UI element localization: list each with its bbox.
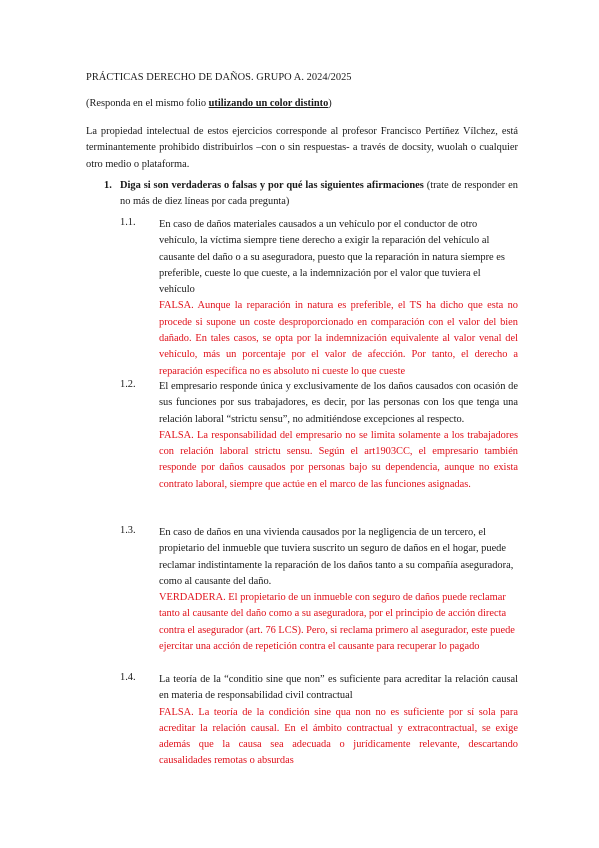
copyright-notice: La propiedad intelectual de estos ejercicios corresponde al profesor Francisco Pertíñez Vílchez, está terminantemente prohibido distribuirlos –con o sin respuestas- a través de docsity, wuolah o cualquier otro medio o plataforma. xyxy=(86,126,518,170)
item-statement: En caso de daños materiales causados a un vehículo por el conductor de otro vehículo, la víctima siempre tiene derecho a exigir la reparación del vehículo al causante del daño o a su aseguradora, puesto que la reparación in natura siempre es preferible, cueste lo que cueste, a la indemnización por el valor que tuviera el vehículo xyxy=(159,219,505,296)
instruction-emphasis: utilizando un color distinto xyxy=(208,98,329,109)
item-number: 1.3. xyxy=(120,525,136,536)
item-answer: FALSA. La teoría de la condición sine qua non no es suficiente por sí sola para acreditar la relación causal. En el ámbito contractual y extracontractual, se exige además que la causa sea adecuada o jurídicamente relevante, descartando causalidades remotas o absurdas xyxy=(159,706,518,767)
item-answer: FALSA. Aunque la reparación in natura es preferible, el TS ha dicho que esta no procede si supone un coste desproporcionado en comparación con el valor del bien dañado. En tales casos, se opta por la indemnización equivalente al valor venal del vehículo, más un porcentaje por el valor de afección. Por tanto, el derecho a reparación específica no es absoluto ni cueste lo que cueste xyxy=(159,300,518,377)
question-heading: Diga si son verdaderas o falsas y por qué las siguientes afirmaciones xyxy=(120,180,424,191)
item-statement: La teoría de la “conditio sine que non” es suficiente para acreditar la relación causal en materia de responsabilidad civil contractual xyxy=(159,674,518,702)
statement-item-1-3 xyxy=(120,525,518,655)
instruction-post: ) xyxy=(328,98,332,109)
statement-item-1-4 xyxy=(120,672,518,770)
item-answer: VERDADERA. El propietario de un inmueble con seguro de daños puede reclamar tanto al causante del daño como a su aseguradora, por el principio de acción directa contra el asegurador (art. 76 LCS). Pero, si reclama primero al asegurador, este puede ejercitar una acción de repetición contra el causante para recuperar lo pagado xyxy=(159,592,515,653)
item-number: 1.1. xyxy=(120,217,136,228)
question-note: (trate de responder en no más de diez líneas por cada pregunta) xyxy=(120,180,518,208)
document-title: PRÁCTICAS DERECHO DE DAÑOS. GRUPO A. 2024/2025 xyxy=(86,72,352,83)
item-statement: El empresario responde única y exclusivamente de los daños causados con ocasión de sus funciones por sus trabajadores, es decir, por las personas con los que tenga una relación laboral “strictu sensu”, no admitiéndose excepciones al respecto. xyxy=(159,381,518,425)
statement-item-1-1 xyxy=(120,217,518,380)
item-statement: En caso de daños en una vivienda causados por la negligencia de un tercero, el propietario del inmueble que tuviera suscrito un seguro de daños en el hogar, puede reclamar indistintamente la reparación de los daños tanto a su compañía aseguradora, como al causante del daño. xyxy=(159,527,514,587)
item-answer: FALSA. La responsabilidad del empresario no se limita solamente a los trabajadores con relación laboral strictu sensu. Según el art1903CC, el empresario también responde por daños causados por personas bajo su dependencia, aunque no exista contrato laboral, siempre que actúe en el marco de las funciones asignadas. xyxy=(159,429,518,490)
instruction-pre: (Responda en el mismo folio xyxy=(86,98,209,109)
question-1 xyxy=(104,178,518,211)
instruction-line xyxy=(86,98,332,109)
statement-item-1-2 xyxy=(120,379,518,493)
question-number: 1. xyxy=(104,180,112,191)
item-number: 1.2. xyxy=(120,379,136,390)
item-number: 1.4. xyxy=(120,672,136,683)
